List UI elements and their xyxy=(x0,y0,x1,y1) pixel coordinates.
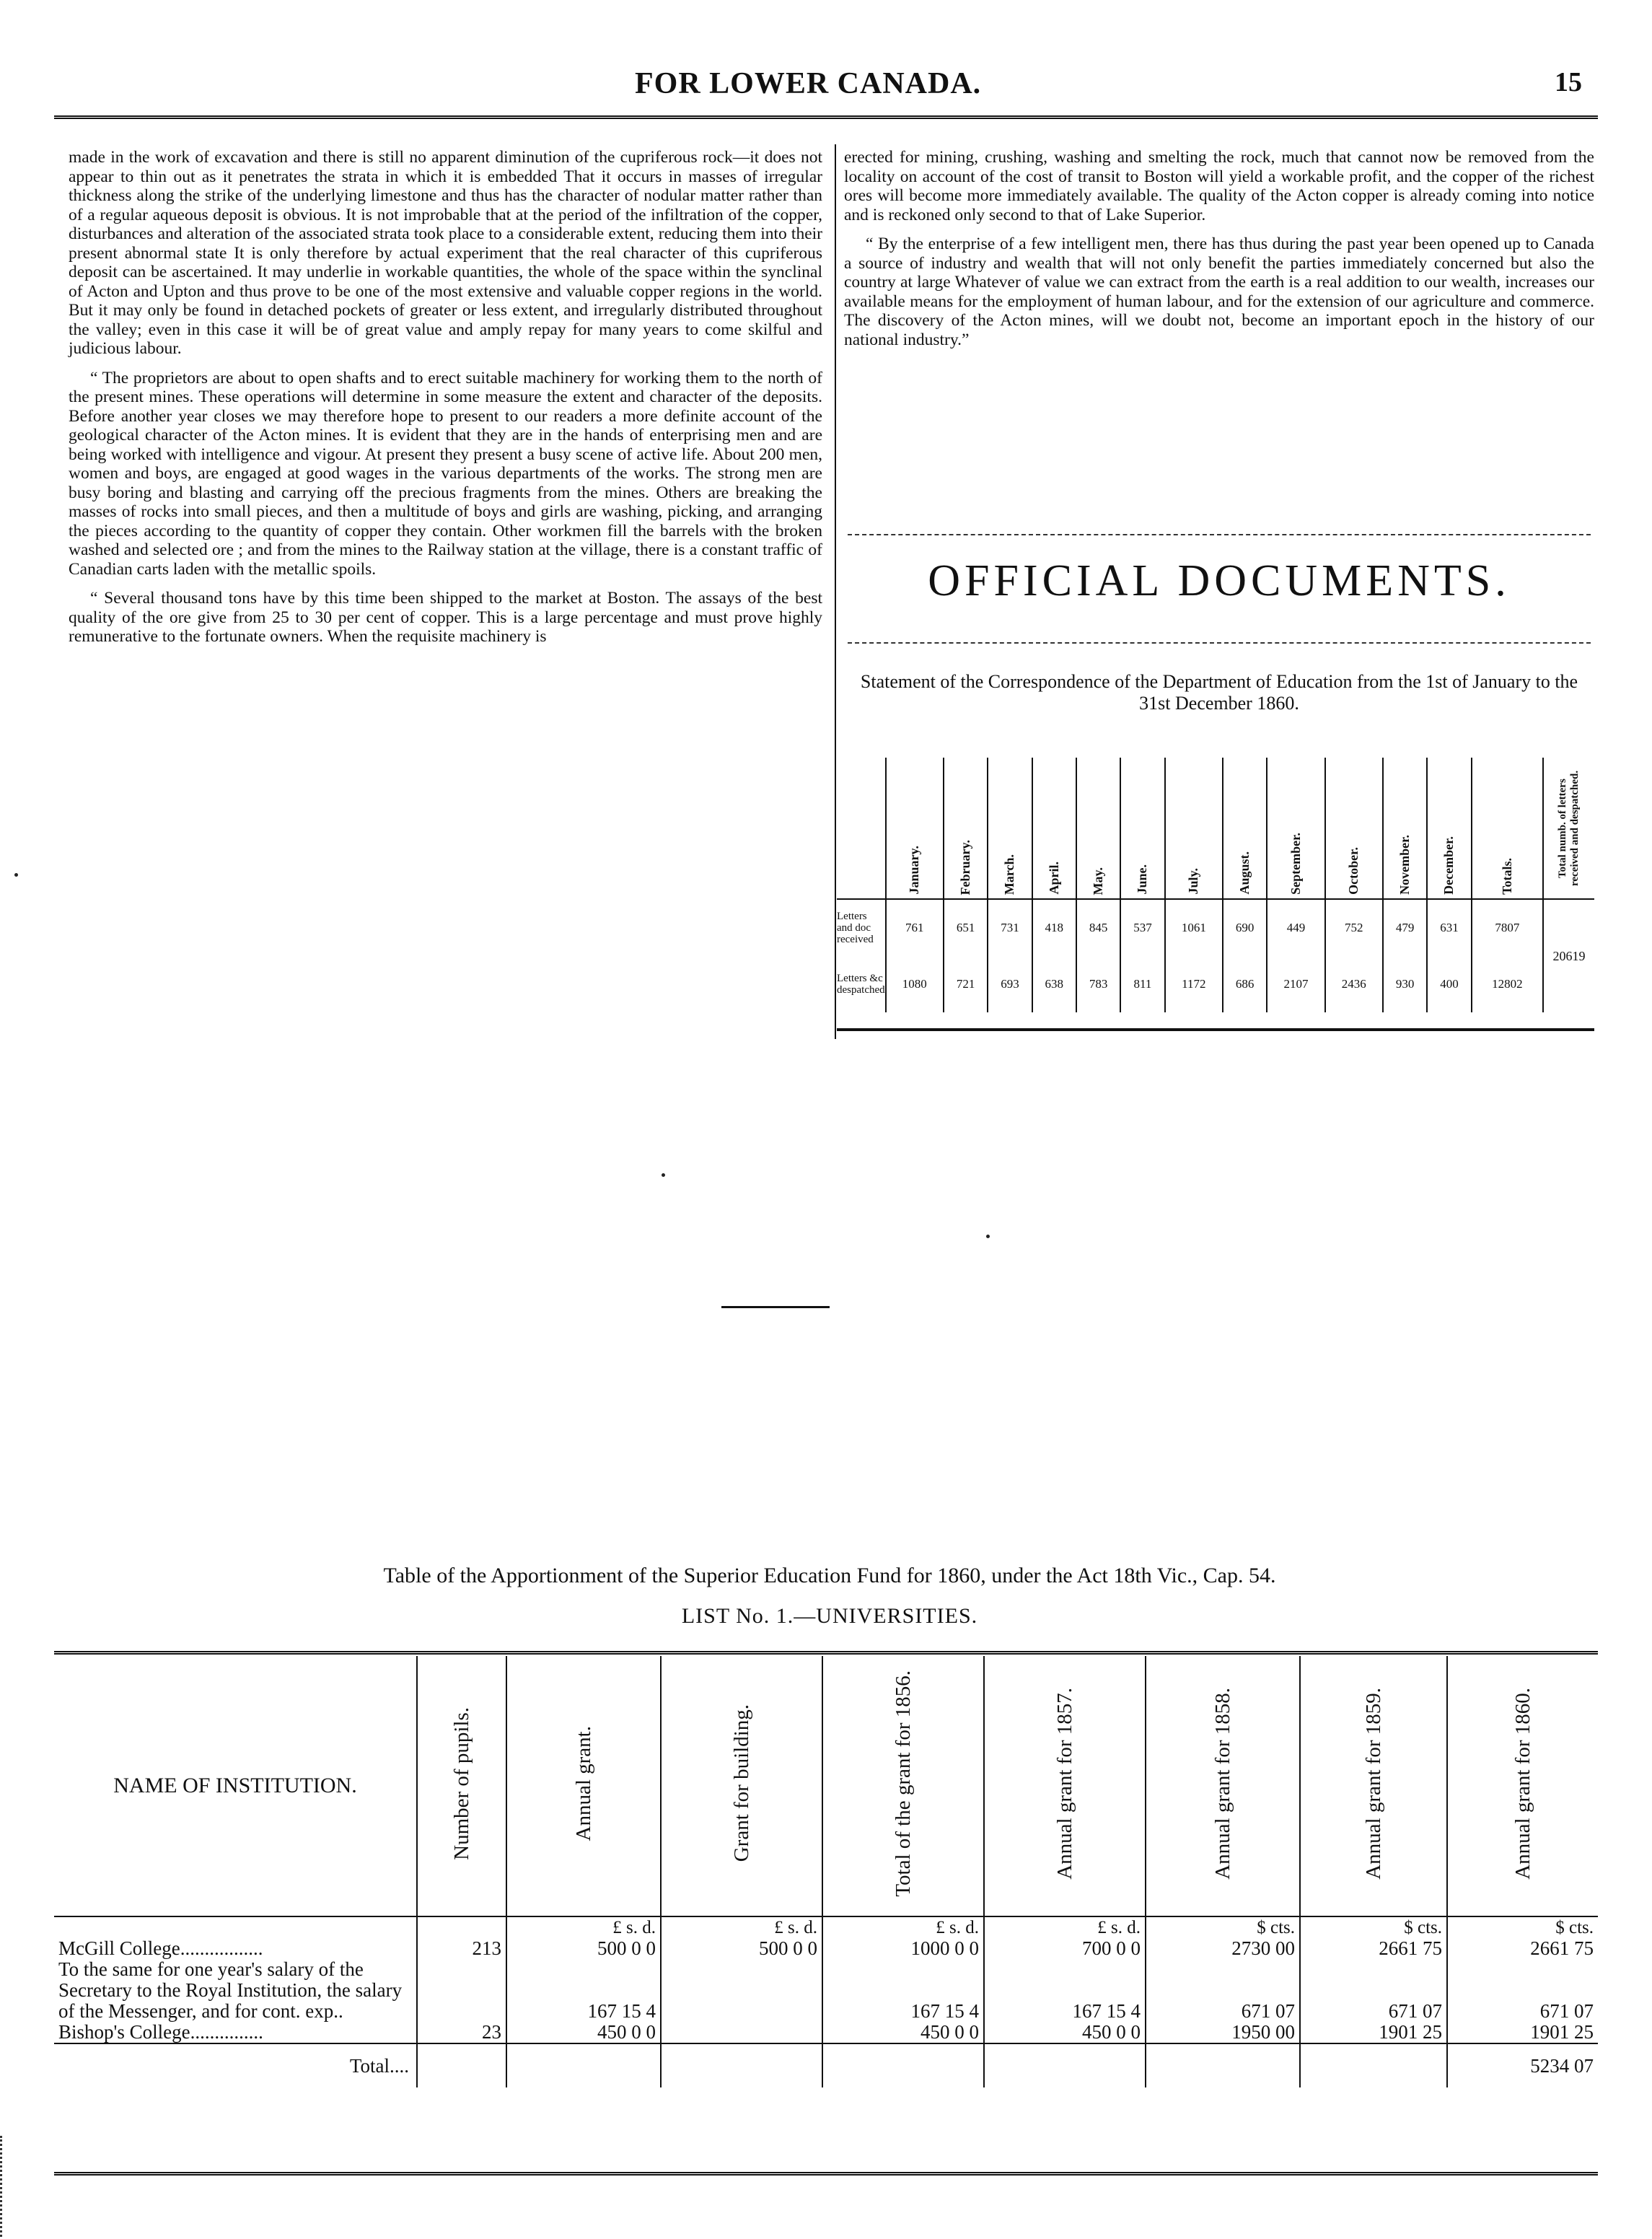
corr-row-label: Letters and doc received xyxy=(837,899,886,956)
speck xyxy=(14,873,18,877)
corr-cell: 651 xyxy=(944,899,988,956)
corr-cell: 449 xyxy=(1267,899,1324,956)
section-separator-rule xyxy=(721,1306,830,1308)
corr-cell: 479 xyxy=(1383,899,1427,956)
appt-annual: 167 15 4 xyxy=(506,1959,661,2022)
appt-row-mcgill xyxy=(54,1938,1598,1959)
appt-pupils: 213 xyxy=(417,1938,506,1959)
appt-1857: 167 15 4 xyxy=(984,1959,1146,2022)
appt-header-building: Grant for building. xyxy=(661,1656,822,1916)
appt-1860: 1901 25 xyxy=(1530,2021,1594,2043)
column-divider xyxy=(835,144,836,1039)
speck xyxy=(662,1173,665,1177)
corr-cell: 930 xyxy=(1383,956,1427,1012)
appt-units-lsd: £ s. d. xyxy=(984,1916,1146,1938)
corr-col-january: January. xyxy=(886,758,944,899)
corr-cell: 752 xyxy=(1325,899,1383,956)
appt-pupils xyxy=(417,1959,506,2022)
running-head: FOR LOWER CANADA. xyxy=(635,67,982,100)
corr-header-row xyxy=(837,758,1594,899)
appt-total-blank xyxy=(1146,2043,1300,2087)
appt-total-1856: 1000 0 0 xyxy=(822,1938,984,1959)
appt-units-row xyxy=(54,1916,1598,1938)
appt-header-1860: Annual grant for 1860. xyxy=(1447,1656,1598,1916)
corr-grand-total: 20619 xyxy=(1543,899,1594,1012)
corr-header-blank xyxy=(837,758,886,899)
corr-cell: 631 xyxy=(1427,899,1471,956)
corr-col-august: August. xyxy=(1223,758,1267,899)
appt-institution-name: McGill College................. xyxy=(54,1938,417,1959)
corr-row-despatched xyxy=(837,956,1594,1012)
appt-institution-name: To the same for one year's salary of the Secretary to the Royal Institution, the salary of the Messenger, and for cont. exp.. xyxy=(54,1959,417,2022)
appt-total-label: Total.... xyxy=(54,2043,417,2087)
appt-header-row xyxy=(54,1656,1598,1916)
corr-cell: 1172 xyxy=(1165,956,1223,1012)
appt-row-royal-institution xyxy=(54,1959,1598,2022)
appt-header-1857: Annual grant for 1857. xyxy=(984,1656,1146,1916)
appt-header-pupils: Number of pupils. xyxy=(417,1656,506,1916)
corr-col-december: December. xyxy=(1427,758,1471,899)
corr-col-october: October. xyxy=(1325,758,1383,899)
header-rule xyxy=(54,115,1598,121)
appt-pupils: 23 xyxy=(417,2022,506,2043)
corr-col-march: March. xyxy=(988,758,1032,899)
corr-col-june: June. xyxy=(1120,758,1164,899)
corr-cell: 721 xyxy=(944,956,988,1012)
appt-1859: 1901 25 xyxy=(1300,2022,1447,2043)
corr-cell: 731 xyxy=(988,899,1032,956)
correspondence-table xyxy=(837,758,1594,1012)
corr-cell: 400 xyxy=(1427,956,1471,1012)
right-paragraph-2: “ By the enterprise of a few intelligent men, there has thus during the past year been opened up to Canada a source of industry and wealth that will not only benefit the parties immediately concerned but also the country at large Whatever of value we can extract from the earth is a real addition to our wealth, increases our available means for the employment of human labour, and for the extension of our agriculture and commerce. The discovery of the Acton mines, will we doubt not, become an important epoch in the history of our national industry.” xyxy=(844,235,1594,349)
appt-building xyxy=(661,2022,822,2043)
appt-annual: 500 0 0 xyxy=(506,1938,661,1959)
official-rule-top xyxy=(848,534,1591,535)
corr-cell: 2436 xyxy=(1325,956,1383,1012)
appt-header-name: NAME OF INSTITUTION. xyxy=(54,1656,417,1916)
appt-1857: 450 0 0 xyxy=(984,2022,1146,2043)
appt-total-blank xyxy=(506,2043,661,2087)
corr-cell: 537 xyxy=(1120,899,1164,956)
appt-header-1858: Annual grant for 1858. xyxy=(1146,1656,1300,1916)
appt-total-blank xyxy=(984,2043,1146,2087)
appt-total-row xyxy=(54,2043,1598,2087)
corr-cell: 686 xyxy=(1223,956,1267,1012)
left-paragraph-2: “ The proprietors are about to open shafts and to erect suitable machinery for working them to the north of the present mines. These operations will determine in some measure the extent and character of the deposits. Before another year closes we may therefore hope to present to our readers a more definite account of the geological character of the Acton mines. It is evident that they are in the hands of enterprising men and are being worked with intelligence and vigour. At present they present a busy scene of active life. About 200 men, women and boys, are engaged at good wages in the various departments of the works. The strong men are busy boring and blasting and carrying off the precious fragments from the mines. Others are breaking the masses of rocks into small pieces, and then a multitude of boys and girls are washing, picking, and arranging the pieces according to the quantity of copper they contain. Other workmen fill the barrels with the broken washed and selected ore ; and from the mines to the Railway station at the village, there is a constant traffic of Canadian carts laden with the metallic spoils. xyxy=(69,368,822,579)
right-paragraph-1: erected for mining, crushing, washing and smelting the rock, much that cannot now be removed from the locality on account of the cost of transit to Boston will yield a workable profit, and the copper of the richest ores will become more immediately available. The quality of the Acton copper is already coming into notice and is reckoned only second to that of Lake Superior. xyxy=(844,148,1594,224)
appt-units-blank xyxy=(417,1916,506,1938)
statement-caption: Statement of the Correspondence of the Department of Education from the 1st of January to the 31st December 1860. xyxy=(860,671,1578,714)
official-documents-title: OFFICIAL DOCUMENTS. xyxy=(928,556,1511,605)
corr-row-label: Letters &c despatched xyxy=(837,956,886,1012)
list-caption: LIST No. 1.—UNIVERSITIES. xyxy=(681,1604,978,1628)
left-paragraph-1: made in the work of excavation and there is still no apparent diminution of the cupriferous rock—it does not appear to thin out as it penetrates the strata in which it is embedded That it occurs in masses of irregular thickness along the strike of the underlying limestone and thus has the character of nodular matter rather than of a regular aqueous deposit is obvious. It is not improbable that at the period of the infiltration of the copper, disturbances and alteration of the associated strata took place to a considerable extent, reducing them into their present abnormal state It is only therefore by actual experiment that the real character of this cupriferous deposit can be ascertained. It may underlie in workable quantities, the whole of the space within the synclinal of Acton and Upton and thus prove to be one of the most extensive and valuable copper regions in the world. But it may only be found in detached pockets of greater or less extent, and irregularly distributed throughout the valley; even in this case it will be of great value and amply repay for many years to come skilful and judicious labour. xyxy=(69,148,822,358)
appt-building: 500 0 0 xyxy=(661,1938,822,1959)
appt-units-lsd: £ s. d. xyxy=(661,1916,822,1938)
left-paragraph-3: “ Several thousand tons have by this time been shipped to the market at Boston. The assays of the best quality of the ore give from 25 to 30 per cent of copper. This is a large percentage and must prove highly remunerative to the fortunate owners. When the requisite machinery is xyxy=(69,589,822,646)
appt-1858: 2730 00 xyxy=(1146,1938,1300,1959)
appt-1857: 700 0 0 xyxy=(984,1938,1146,1959)
corr-cell: 1061 xyxy=(1165,899,1223,956)
right-column xyxy=(844,148,1594,359)
corr-col-may: May. xyxy=(1076,758,1120,899)
appt-units-dollars: $ cts. xyxy=(1300,1916,1447,1938)
appt-annual: 450 0 0 xyxy=(506,2022,661,2043)
corr-col-totals: Totals. xyxy=(1472,758,1543,899)
apportionment-caption: Table of the Apportionment of the Superior Education Fund for 1860, under the Act 18th Vic., Cap. 54. xyxy=(383,1564,1276,1587)
appt-1858: 1950 00 xyxy=(1146,2022,1300,2043)
appt-total-value: 5234 07 xyxy=(1447,2043,1598,2087)
corr-cell: 693 xyxy=(988,956,1032,1012)
corr-col-grand-total: Total numb. of letters received and despatched. xyxy=(1557,770,1581,887)
corr-cell-total: 7807 xyxy=(1472,899,1543,956)
appt-units-dollars: $ cts. xyxy=(1555,1918,1594,1937)
corr-cell: 690 xyxy=(1223,899,1267,956)
appt-total-blank xyxy=(1300,2043,1447,2087)
official-rule-bottom xyxy=(848,642,1591,644)
corr-cell: 761 xyxy=(886,899,944,956)
margin-scan-mark xyxy=(0,2136,22,2237)
corr-cell: 845 xyxy=(1076,899,1120,956)
appt-units-dollars: $ cts. xyxy=(1146,1916,1300,1938)
left-column xyxy=(69,148,822,657)
corr-col-november: November. xyxy=(1383,758,1427,899)
appt-header-1859: Annual grant for 1859. xyxy=(1300,1656,1447,1916)
appt-1859: 2661 75 xyxy=(1300,1938,1447,1959)
appt-units-blank xyxy=(54,1916,417,1938)
appt-total-blank xyxy=(822,2043,984,2087)
corr-cell: 2107 xyxy=(1267,956,1324,1012)
appt-total-1856: 450 0 0 xyxy=(822,2022,984,2043)
appt-institution-name: Bishop's College............... xyxy=(54,2022,417,2043)
appt-total-1856: 167 15 4 xyxy=(822,1959,984,2022)
page-number: 15 xyxy=(1555,67,1582,97)
speck xyxy=(986,1235,990,1238)
appt-1860: 2661 75 xyxy=(1530,1937,1594,1959)
appt-units-lsd: £ s. d. xyxy=(506,1916,661,1938)
appt-row-bishops xyxy=(54,2022,1598,2043)
appt-units-lsd: £ s. d. xyxy=(822,1916,984,1938)
appt-total-blank xyxy=(661,2043,822,2087)
corr-col-july: July. xyxy=(1165,758,1223,899)
corr-cell-total: 12802 xyxy=(1472,956,1543,1012)
appt-header-annual: Annual grant. xyxy=(506,1656,661,1916)
appt-1860: 671 07 xyxy=(1539,2000,1594,2022)
apportionment-bottom-rule xyxy=(54,2172,1598,2178)
corr-col-april: April. xyxy=(1032,758,1076,899)
corr-table-bottom-rule xyxy=(837,1028,1594,1031)
appt-total-blank xyxy=(417,2043,506,2087)
corr-col-february: February. xyxy=(944,758,988,899)
appt-1858: 671 07 xyxy=(1146,1959,1300,2022)
corr-cell: 638 xyxy=(1032,956,1076,1012)
appt-building xyxy=(661,1959,822,2022)
corr-cell: 1080 xyxy=(886,956,944,1012)
corr-row-received xyxy=(837,899,1594,956)
appt-1859: 671 07 xyxy=(1300,1959,1447,2022)
corr-cell: 418 xyxy=(1032,899,1076,956)
corr-col-september: September. xyxy=(1267,758,1324,899)
corr-cell: 783 xyxy=(1076,956,1120,1012)
corr-cell: 811 xyxy=(1120,956,1164,1012)
appt-header-total-1856: Total of the grant for 1856. xyxy=(822,1656,984,1916)
apportionment-table xyxy=(54,1656,1598,2087)
